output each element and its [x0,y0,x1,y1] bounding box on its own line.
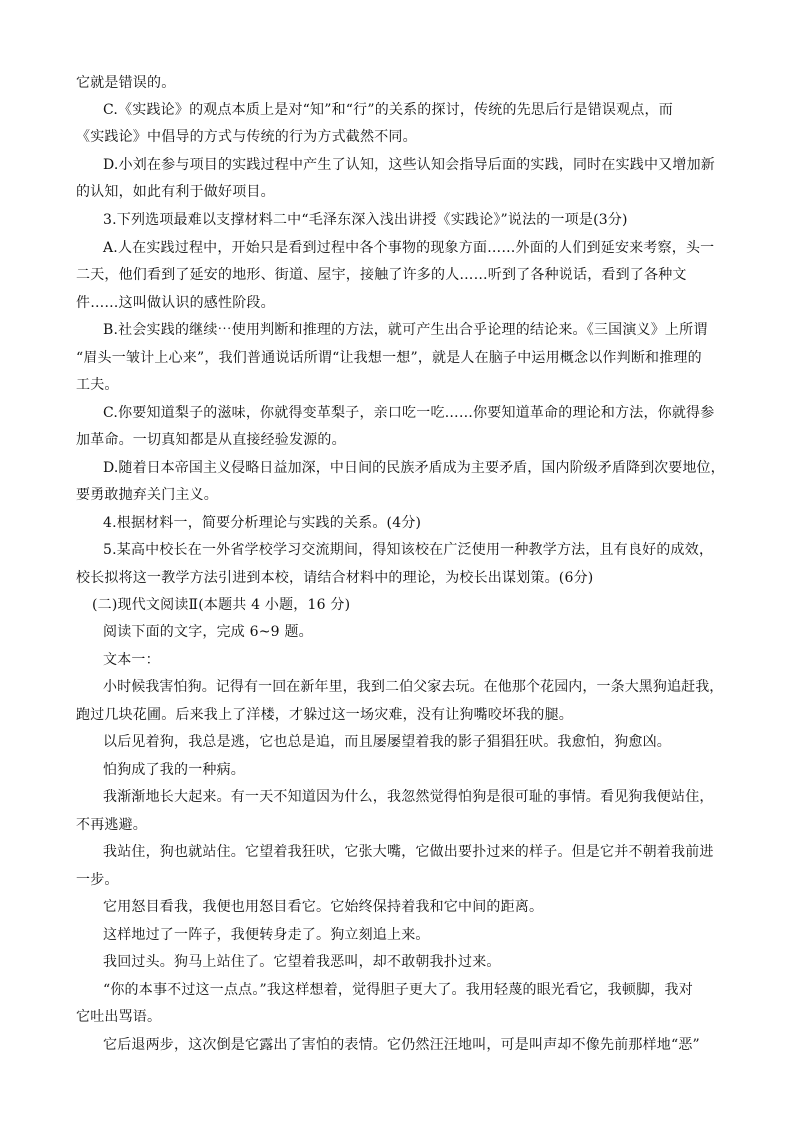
text-one-label: 文本一： [103,652,160,668]
text-line: 一步。 [76,872,119,888]
text-line: “眉头一皱计上心来”，我们普通说话所谓“让我想一想”，就是人在脑子中运用概念以作判断和推理的 [76,350,702,366]
text-line: D.随着日本帝国主义侵略日益加深，中日间的民族矛盾成为主要矛盾，国内阶级矛盾降到次要地位， [103,460,725,476]
question-3-heading: 3.下列选项最难以支撑材料二中“毛泽东深入浅出讲授《实践论》”说法的一项是(3分) [103,212,628,228]
text-line: 跑过几块花圃。后来我上了洋楼，才躲过这一场灾难，没有让狗嘴咬坏我的腿。 [76,707,573,723]
text-line: 我回过头。狗马上站住了。它望着我恶叫，却不敢朝我扑过来。 [103,954,501,970]
instruction-line: 阅读下面的文字，完成 6~9 题。 [103,624,313,640]
text-line: 件……这叫做认识的感性阶段。 [76,295,275,311]
text-line: 我渐渐地长大起来。有一天不知道因为什么，我忽然觉得怕狗是很可耻的事情。看见狗我便站住， [103,789,714,805]
text-line: C.你要知道梨子的滋味，你就得变革梨子，亲口吃一吃……你要知道革命的理论和方法，你就得参 [103,405,715,421]
text-line: 它就是错误的。 [76,75,176,91]
question-5-heading: 5.某高中校长在一外省学校学习交流期间，得知该校在广泛使用一种教学方法，且有良好的成效， [103,542,714,558]
text-line: 校长拟将这一教学方法引进到本校，请结合材料中的理论，为校长出谋划策。(6分) [76,570,594,586]
text-line: 的认知，如此有利于做好项目。 [76,184,275,200]
text-line: 工夫。 [76,377,119,393]
text-line: 这样地过了一阵子，我便转身走了。狗立刻追上来。 [103,927,430,943]
text-line: 怕狗成了我的一种病。 [103,762,245,778]
text-line: 以后见着狗，我总是逃，它也总是追，而且屡屡望着我的影子猖猖狂吠。我愈怕，狗愈凶。 [103,734,671,750]
text-line: 不再逃避。 [76,817,147,833]
text-line: D.小刘在参与项目的实践过程中产生了认知，这些认知会指导后面的实践，同时在实践中又增加新 [103,157,715,173]
text-line: 它吐出骂语。 [76,1009,162,1025]
section-heading: (二)现代文阅读Ⅱ(本题共 4 小题，16 分) [92,597,351,613]
text-line: B.社会实践的继续⋯使用判断和推理的方法，就可产生出合乎论理的结论来。《三国演义》上所谓 [103,322,708,338]
text-line: 我站住，狗也就站住。它望着我狂吠，它张大嘴，它做出要扑过来的样子。但是它并不朝着我前进 [103,844,714,860]
text-line: 小时候我害怕狗。记得有一回在新年里，我到二伯父家去玩。在他那个花园内，一条大黑狗追赶我， [103,679,724,695]
text-line: 加革命。一切真知都是从直接经验发源的。 [76,432,346,448]
text-line: 它后退两步，这次倒是它露出了害怕的表情。它仍然汪汪地叫，可是叫声却不像先前那样地“恶” [103,1037,700,1053]
question-4-heading: 4.根据材料一，简要分析理论与实践的关系。(4分) [103,515,422,531]
text-line: 二天，他们看到了延安的地形、街道、屋宇，接触了许多的人……听到了各种说话，看到了各种文 [76,267,687,283]
text-line: “你的本事不过这一点点。”我这样想着，觉得胆子更大了。我用轻蔑的眼光看它，我顿脚，我对 [103,982,693,998]
text-line: 它用怒目看我，我便也用怒目看它。它始终保持着我和它中间的距离。 [103,899,544,915]
text-line: C.《实践论》的观点本质上是对“知”和“行”的关系的探讨，传统的先思后行是错误观点，而 [103,102,673,118]
text-line: A.人在实践过程中，开始只是看到过程中各个事物的现象方面……外面的人们到延安来考察，头一 [103,240,715,256]
text-line: 《实践论》中倡导的方式与传统的行为方式截然不同。 [76,129,417,145]
text-line: 要勇敢抛弃关门主义。 [76,487,218,503]
